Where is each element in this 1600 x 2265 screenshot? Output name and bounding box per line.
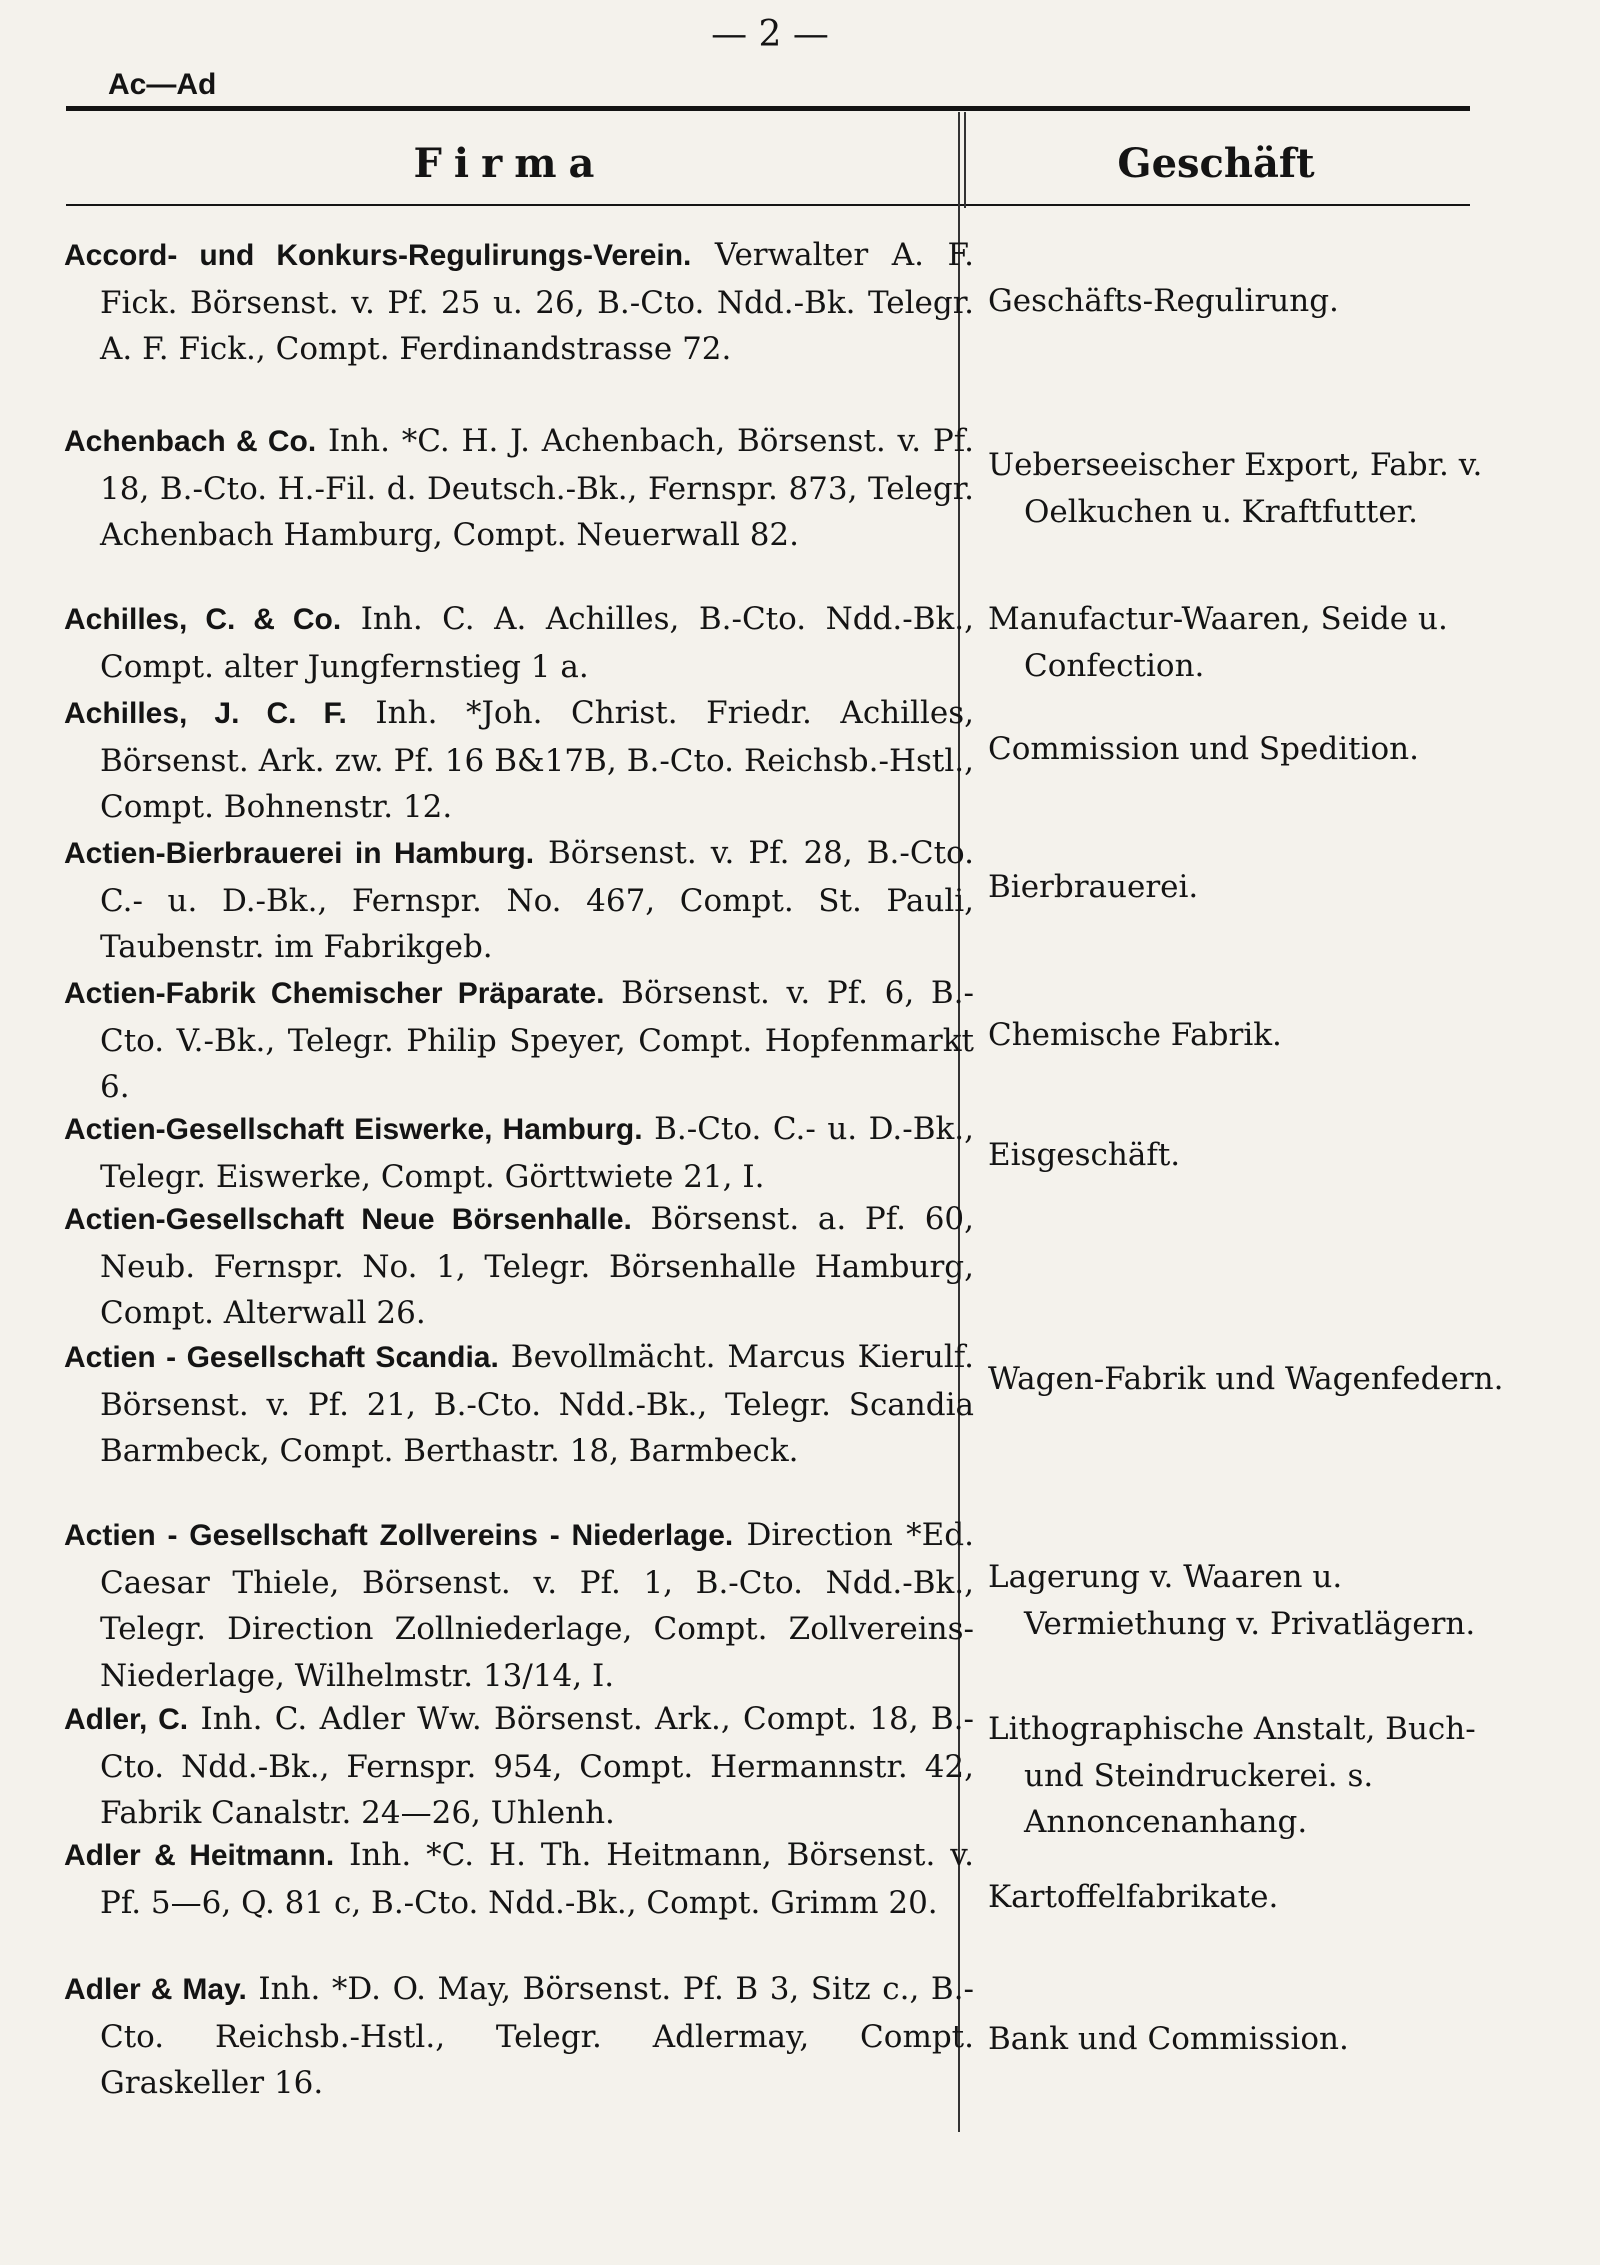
entry-geschaeft: Commission und Spedition. [988, 731, 1419, 767]
entry-firma [64, 418, 974, 559]
entry-details: Verwalter A. F. Fick. Börsenst. v. Pf. 25 u. 26, B.-Cto. Ndd.-Bk. Telegr. A. F. Fick., Compt. Ferdinandstrasse 72. [100, 237, 974, 367]
entry-details: Inh. *C. H. Th. Heitmann, Börsenst. v. Pf. 5—6, Q. 81 c, B.-Cto. Ndd.-Bk., Compt. Grimm 20. [100, 1837, 974, 1921]
entry-geschaeft: Ueberseeischer Export, Fabr. v. Oelkuchen u. Kraftfutter. [988, 447, 1483, 530]
entry-name: Adler, C. [64, 1703, 189, 1736]
entry-firma [64, 690, 974, 831]
column-header-geschaeft: Geschäft [1117, 140, 1315, 187]
entry-geschaeft: Chemische Fabrik. [988, 1017, 1282, 1053]
entry-firma [64, 1106, 974, 1200]
column-header-rule [66, 204, 1470, 206]
page-number: — 2 — [711, 14, 829, 55]
entry-name: Achilles, J. C. F. [64, 697, 347, 730]
entry-geschaeft: Bank und Commission. [988, 2021, 1349, 2057]
section-range: Ac—Ad [108, 68, 217, 101]
entry-name: Actien - Gesellschaft Zollvereins - Niederlage. [64, 1519, 734, 1552]
entry-geschaeft: Geschäfts-Regulirung. [988, 283, 1339, 319]
entry-firma [64, 1966, 974, 2107]
entry-details: B.-Cto. C.- u. D.-Bk., Telegr. Eiswerke, Compt. Görttwiete 21, I. [100, 1111, 975, 1195]
entry-details: Bevollmächt. Marcus Kierulf. Börsenst. v. Pf. 21, B.-Cto. Ndd.-Bk., Telegr. Scandia Barmbeck, Compt. Berthastr. 18, Barmbeck. [100, 1339, 974, 1469]
entry-details: Inh. C. Adler Ww. Börsenst. Ark., Compt. 18, B.-Cto. Ndd.-Bk., Fernspr. 954, Compt. Hermannstr. 42, Fabrik Canalstr. 24—26, Uhlenh. [100, 1701, 975, 1831]
entry-geschaeft: Manufactur-Waaren, Seide u. Confection. [988, 601, 1448, 684]
column-divider-double [964, 112, 966, 208]
entry-name: Adler & May. [64, 1973, 247, 2006]
entry-name: Achenbach & Co. [64, 425, 317, 458]
entry-geschaeft: Bierbrauerei. [988, 869, 1199, 905]
entry-details: Börsenst. a. Pf. 60, Neub. Fernspr. No. 1, Telegr. Börsenhalle Hamburg, Compt. Alterwall 26. [100, 1201, 974, 1331]
entry-name: Actien-Bierbrauerei in Hamburg. [64, 837, 535, 870]
entry-firma [64, 970, 974, 1111]
entry-geschaeft: Eisgeschäft. [988, 1137, 1181, 1173]
entry-firma [64, 596, 974, 690]
entry-geschaeft: Lagerung v. Waaren u. Vermiethung v. Privatlägern. [988, 1559, 1476, 1642]
entry-geschaeft: Wagen-Fabrik und Wagenfedern. [988, 1361, 1504, 1397]
entry-details: Inh. *D. O. May, Börsenst. Pf. B 3, Sitz c., B.-Cto. Reichsb.-Hstl., Telegr. Adlermay, Compt. Graskeller 16. [100, 1971, 974, 2101]
entry-name: Achilles, C. & Co. [64, 603, 342, 636]
entry-firma [64, 1512, 974, 1699]
entry-firma [64, 1832, 974, 1926]
entry-geschaeft: Lithographische Anstalt, Buch- und Steindruckerei. s. Annoncenanhang. [988, 1711, 1476, 1840]
column-header-firma: Firma [413, 140, 607, 187]
entry-name: Adler & Heitmann. [64, 1839, 335, 1872]
entry-details: Börsenst. v. Pf. 6, B.-Cto. V.-Bk., Telegr. Philip Speyer, Compt. Hopfenmarkt 6. [100, 975, 974, 1105]
entry-name: Actien-Fabrik Chemischer Präparate. [64, 977, 605, 1010]
entry-details: Inh. *C. H. J. Achenbach, Börsenst. v. Pf. 18, B.-Cto. H.-Fil. d. Deutsch.-Bk., Fernspr. 873, Telegr. Achenbach Hamburg, Compt. Neuerwall 82. [100, 423, 974, 553]
entry-details: Direction *Ed. Caesar Thiele, Börsenst. v. Pf. 1, B.-Cto. Ndd.-Bk., Telegr. Direction Zollniederlage, Compt. Zollvereins-Niederlage, Wilhelmstr. 13/14, I. [100, 1517, 974, 1694]
entry-firma [64, 1334, 974, 1475]
entry-details: Börsenst. v. Pf. 28, B.-Cto. C.- u. D.-Bk., Fernspr. No. 467, Compt. St. Pauli, Taubenstr. im Fabrikgeb. [100, 835, 975, 965]
entry-firma [64, 232, 974, 373]
entry-details: Inh. *Joh. Christ. Friedr. Achilles, Börsenst. Ark. zw. Pf. 16 B&17B, B.-Cto. Reichsb.-Hstl., Compt. Bohnenstr. 12. [100, 695, 974, 825]
entry-details: Inh. C. A. Achilles, B.-Cto. Ndd.-Bk., Compt. alter Jungfernstieg 1 a. [100, 601, 974, 685]
entry-name: Actien-Gesellschaft Eiswerke, Hamburg. [64, 1113, 643, 1146]
entry-geschaeft: Kartoffelfabrikate. [988, 1879, 1279, 1915]
entry-firma [64, 830, 974, 971]
entry-firma [64, 1196, 974, 1337]
entry-name: Actien-Gesellschaft Neue Börsenhalle. [64, 1203, 632, 1236]
header-rule [66, 106, 1470, 111]
entry-name: Accord- und Konkurs-Regulirungs-Verein. [64, 239, 692, 272]
entry-name: Actien - Gesellschaft Scandia. [64, 1341, 499, 1374]
entry-firma [64, 1696, 974, 1837]
